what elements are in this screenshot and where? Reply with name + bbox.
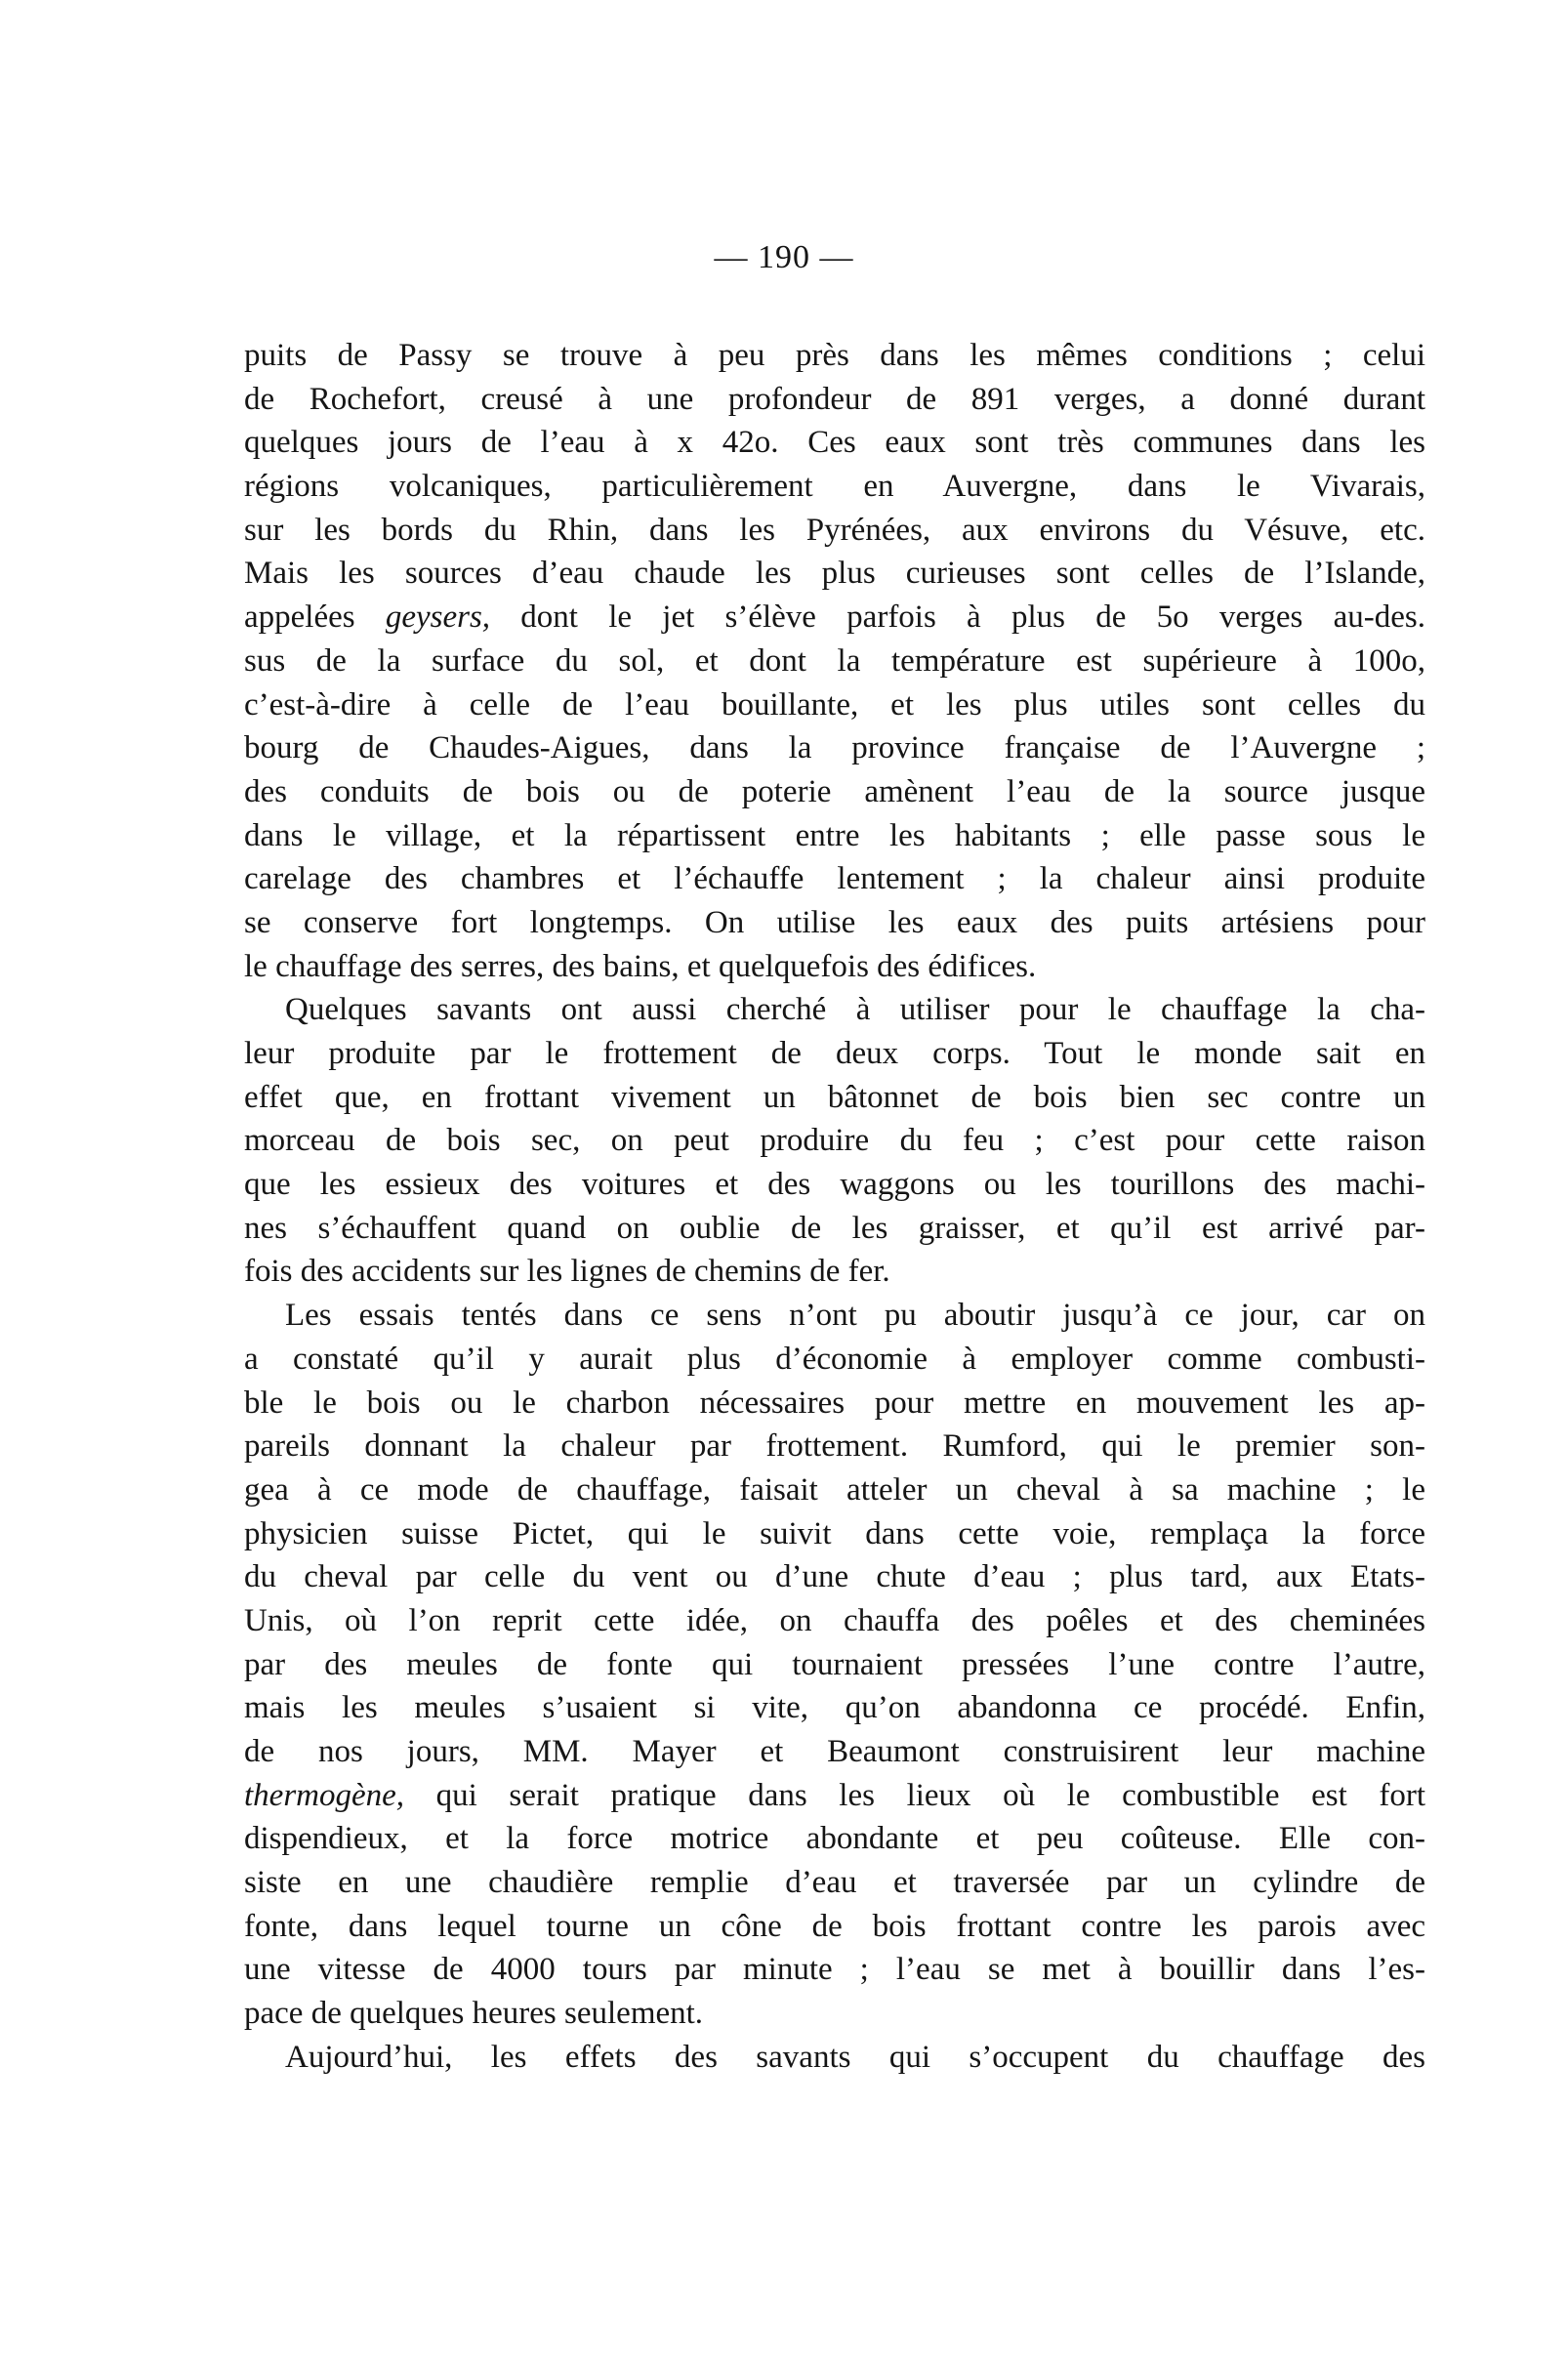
text-line (244, 1555, 1425, 1599)
text-line (244, 1119, 1425, 1163)
text-line (244, 640, 1425, 683)
text-segment: Unis, où l’on reprit cette idée, on chauffa des poêles et des cheminées (244, 1602, 1425, 1638)
text-segment: appelées (244, 599, 386, 636)
text-segment: puits de Passy se trouve à peu près dans les mêmes conditions ; celui (244, 338, 1425, 373)
text-line (244, 1643, 1425, 1687)
text-segment: pareils donnant la chaleur par frottement. Rumford, qui le premier son- (244, 1428, 1425, 1465)
text-segment: leur produite par le frottement de deux corps. Tout le monde sait en (244, 1036, 1425, 1071)
text-line (244, 1686, 1425, 1730)
text-line (244, 1294, 1425, 1338)
text-segment: ble le bois ou le charbon nécessaires pour mettre en mouvement les ap- (244, 1385, 1425, 1421)
text-segment: sus de la surface du sol, et dont la température est supérieure à 100o, (244, 642, 1425, 679)
text-segment: c’est-à-dire à celle de l’eau bouillante, et les plus utiles sont celles du (244, 686, 1425, 723)
text-segment: nes s’échauffent quand on oublie de les graisser, et qu’il est arrivé par- (244, 1210, 1425, 1246)
text-line (244, 596, 1425, 640)
text-segment: bourg de Chaudes-Aigues, dans la province française de l’Auvergne ; (244, 730, 1425, 766)
text-line (244, 814, 1425, 858)
text-segment: Quelques savants ont aussi cherché à utiliser pour le chauffage la cha- (285, 992, 1425, 1028)
text-segment: morceau de bois sec, on peut produire du feu ; c’est pour cette raison (244, 1123, 1425, 1159)
italic-term: thermogène, (244, 1777, 405, 1813)
text-segment: sur les bords du Rhin, dans les Pyrénées, aux environs du Vésuve, etc. (244, 512, 1425, 548)
text-line (244, 421, 1425, 465)
text-line (244, 857, 1425, 901)
text-segment: Mais les sources d’eau chaude les plus curieuses sont celles de l’Islande, (244, 556, 1425, 592)
text-segment: qui serait pratique dans les lieux où le combustible est fort (404, 1777, 1425, 1813)
text-line (244, 1425, 1425, 1468)
text-segment: siste en une chaudière remplie d’eau et traversée par un cylindre de (244, 1865, 1425, 1901)
text-segment: effet que, en frottant vivement un bâtonnet de bois bien sec contre un (244, 1079, 1425, 1115)
text-segment: une vitesse de 4000 tours par minute ; l’eau se met à bouillir dans l’es- (244, 1952, 1425, 1988)
text-line (244, 509, 1425, 553)
text-segment: Les essais tentés dans ce sens n’ont pu aboutir jusqu’à ce jour, car on (285, 1298, 1425, 1334)
text-segment: de Rochefort, creusé à une profondeur de 891 verges, a donné durant (244, 381, 1425, 417)
text-segment: Aujourd’hui, les effets des savants qui s’occupent du chauffage des (285, 2039, 1425, 2075)
text-line (244, 1338, 1425, 1382)
text-line (244, 1382, 1425, 1426)
text-line (244, 901, 1425, 945)
text-segment: gea à ce mode de chauffage, faisait atteler un cheval à sa machine ; le (244, 1471, 1425, 1508)
text-line (244, 552, 1425, 596)
text-line (244, 988, 1425, 1032)
body-text (244, 334, 1425, 2080)
text-line (244, 465, 1425, 509)
text-segment: des conduits de bois ou de poterie amènent l’eau de la source jusque (244, 773, 1425, 809)
text-line (244, 1207, 1425, 1251)
text-line (244, 1468, 1425, 1512)
text-segment: de nos jours, MM. Mayer et Beaumont construisirent leur machine (244, 1734, 1425, 1769)
text-line (244, 1599, 1425, 1643)
text-line (244, 1905, 1425, 1949)
text-segment: le chauffage des serres, des bains, et quelquefois des édifices. (244, 948, 1037, 984)
text-line (244, 1250, 1425, 1294)
text-segment: du cheval par celle du vent ou d’une chute d’eau ; plus tard, aux Etats- (244, 1559, 1425, 1595)
text-segment: se conserve fort longtemps. On utilise les eaux des puits artésiens pour (244, 904, 1425, 940)
text-segment: régions volcaniques, particulièrement en Auvergne, dans le Vivarais, (244, 469, 1425, 505)
text-line (244, 1032, 1425, 1076)
text-line (244, 1861, 1425, 1905)
text-segment: fois des accidents sur les lignes de chemins de fer. (244, 1254, 890, 1290)
text-segment: quelques jours de l’eau à x 42o. Ces eaux sont très communes dans les (244, 425, 1425, 461)
text-line (244, 378, 1425, 422)
text-line (244, 1163, 1425, 1207)
text-segment: carelage des chambres et l’échauffe lentement ; la chaleur ainsi produite (244, 861, 1425, 897)
text-line (244, 683, 1425, 727)
text-segment: dans le village, et la répartissent entre les habitants ; elle passe sous le (244, 817, 1425, 853)
text-line (244, 1817, 1425, 1861)
text-line (244, 1992, 1425, 2036)
text-line (244, 945, 1425, 989)
text-segment: a constaté qu’il y aurait plus d’économie à employer comme combusti- (244, 1341, 1425, 1377)
text-segment: physicien suisse Pictet, qui le suivit dans cette voie, remplaça la force (244, 1515, 1425, 1551)
text-line (244, 1730, 1425, 1774)
text-segment: que les essieux des voitures et des waggons ou les tourillons des machi- (244, 1167, 1425, 1203)
text-line (244, 770, 1425, 814)
text-segment: par des meules de fonte qui tournaient pressées l’une contre l’autre, (244, 1646, 1425, 1682)
text-line (244, 726, 1425, 770)
text-segment: pace de quelques heures seulement. (244, 1996, 704, 2032)
text-segment: fonte, dans lequel tourne un cône de bois frottant contre les parois avec (244, 1908, 1425, 1944)
text-line (244, 334, 1425, 378)
text-segment: mais les meules s’usaient si vite, qu’on abandonna ce procédé. Enfin, (244, 1690, 1425, 1726)
text-segment: dont le jet s’élève parfois à plus de 5o verges au-des. (490, 599, 1425, 636)
text-line (244, 1076, 1425, 1120)
text-line (244, 1512, 1425, 1556)
text-line (244, 1948, 1425, 1992)
italic-term: geysers, (385, 599, 491, 636)
text-segment: dispendieux, et la force motrice abondante et peu coûteuse. Elle con- (244, 1821, 1425, 1857)
page-number: — 190 — (714, 239, 854, 275)
text-line (244, 1774, 1425, 1818)
text-line (244, 2036, 1425, 2080)
